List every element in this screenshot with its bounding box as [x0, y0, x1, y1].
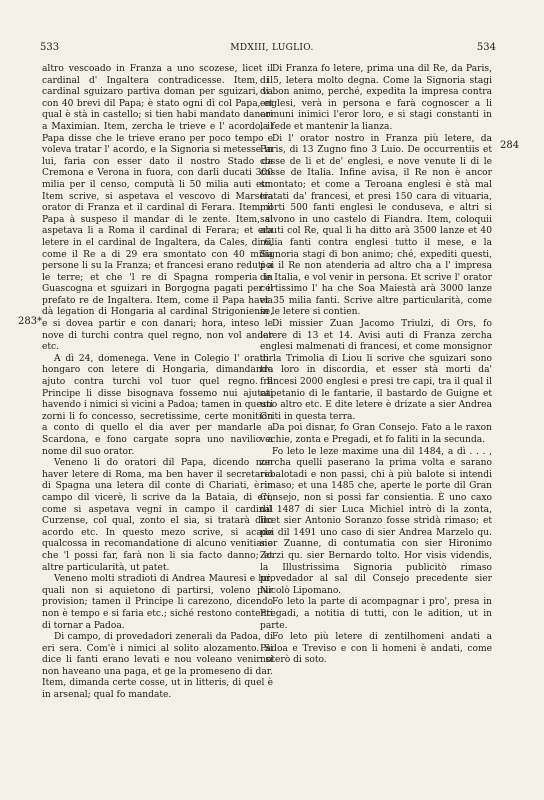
paragraph: Fo leto più letere di zentilhomeni andati a Padoa e Treviso e con li homeni è andati, come noterò di soto. — [260, 632, 492, 666]
running-title: MDXIII, LUGLIO. — [230, 43, 314, 53]
paragraph: Di Franza fo letere, prima una dil Re, da Paris, di 5, letera molto degna. Come la Signoria stagi di bon animo, perché, expedita la impresa contra englesi, verà in persona e farà cognoscer a li comuni inimici l'eror loro, e si stagi constanti in la fede et mantenir la lianza. — [260, 64, 492, 132]
left-column — [42, 64, 273, 702]
page-number-left: 533 — [40, 42, 60, 53]
paragraph: A dì 24, domenega. Vene in Colegio l' orator hongaro con letere di Hongaria, dimandando ajuto contra turchi vol tuor quel regno. Il Principe li disse bisognava fossemo nui ajutati havendo i nimici sì vicini a Padoa; tamen in questi zorni li fo concesso, secretissime, certe monition a conto di quello el dia aver per mandarle a Scardona, e fono cargate sopra uno navilio a nome dil suo orator. — [42, 353, 273, 457]
paragraph: Veneno li do oratori dil Papa, dicendo non haver letere di Roma, ma ben haver il secretario di Spagna una letera dil conte di Chariati, è in campo dil vicerè, li scrive da la Bataia, di eri, come si aspetava vegni in campo il cardinal Curzense, col qual, zonto el sia, si tratarà dito acordo etc. In questo mezo scrive, si acade qualcossa in recomandatione di alcuno venitiano che 'l possi far, farà non li sia facto danno; et altre particularità, ut patet. — [42, 458, 273, 573]
paragraph: Fo leto la parte di acompagnar i pro', presa in Pregadi, a notitia di tutti, con le adition, ut in parte. — [260, 597, 492, 631]
paragraph: Di l' orator nostro in Franza più letere, da Paris, di 13 Zugno fino 3 Luio. De occurrentiis et cosse de li et de' englesi, e nove venute li di le cosse de Italia. Infine avisa, il Re non è ancor smontato; et come a Teroana englesi è stà mal tratati da' francesi, et presi 150 cara di vituaria, morti 500 fanti englesi le conduseva, e altri si salvono in uno castelo di Fiandra. Item, coloquii abuti col Re, qual li ha ditto arà 3500 lanze et 40 milia fanti contra englesi tutto il mese, e la Signoria stagi di bon animo; ché, expediti questi, poi il Re non atenderia ad altro cha a l' impresa de Italia, e vol venir in persona. Et scrive l' orator certissimo l' ha che Soa Maiestà arà 3000 lanze et 35 milia fanti. Scrive altre particularità, come in le letere si contien. — [260, 133, 492, 318]
margin-note-left: 283* — [18, 316, 43, 327]
paragraph: altro vescoado in Franza a uno scozese, licet il cardinal d' Ingaltera contradicesse. Item, il cardinal sguizaro partiva doman per sguizari, va con 40 brevi dil Papa; è stato ogni dì col Papa, et qual è stà in castello; si tien habi mandato danari a Maximian. Item, zercha le trieve e l' acordo, il Papa disse che le trieve erano per poco tempo e voleva tratar l' acordo, e la Signoria si metesse in lui, faria con esser dato il nostro Stado da Cremona e Verona in fuora, con darli ducati 300 milia per il censo, computà li 50 milia auti etc. Item scrive, si aspetava el vescovo di Marseia orator di Franza et il cardinal di Ferara. Item, il Papa à suspeso il mandar di le zente. Item, si aspetava li a Roma il cardinal di Ferara; et era letere in el cardinal de Ingaltera, da Cales, di 6, come il Re a di 29 era smontato con 40 milia persone li su la Franza; et francesi erano reduti a le terre; et che 'l re di Spagna romperia in Guascogna et sguizari in Borgogna pagati per il prefato re de Ingaltera. Item, come il Papa havia dà legation di Hongaria al cardinal Strigoniense, e si dovea partir e con danari; hora, inteso le nove di turchi contra quel regno, non vol andar etc. — [42, 64, 273, 353]
margin-note-right: 284 — [500, 140, 520, 151]
running-head — [0, 42, 544, 56]
right-column — [260, 64, 492, 667]
paragraph: Veneno molti stradioti di Andrea Mauresi e lui, quali non si aquietono di partirsi, voleno pur provision; tamen il Principe li carezono, dicendo non è tempo e si faria etc.; siché restono contenti di tornar a Padoa. — [42, 574, 273, 631]
paragraph: Da poi disnar, fo Gran Consejo. Fato a le raxon vechie, zonta e Pregadi, et fo faliti in la secunda. — [260, 423, 492, 445]
page-number-right: 534 — [476, 42, 496, 53]
paragraph: Di missier Zuan Jacomo Triulzi, di Ors, fo letere di 13 et 14. Avisi auti di Franza zercha englesi malmenati di francesi, et come monsignor di la Trimolia di Liou li scrive che sguizari sono tra loro in discordia, et esser stà morti da' francesi 2000 englesi e presi tre capi, tra il qual il capetanio di le fantarie, il bastardo de Guigne et uno altro etc. E dite letere è drizate a sier Andrea Griti in questa terra. — [260, 319, 492, 422]
paragraph: Fo leto le leze maxime una dil 1484, a dì . . . , zercha quelli paserano la prima volta e sarano rebalotadi e non passi, chi à più balote si intendi rimaso; et una 1485 che, aperte le porte dil Gran Consejo, non si possi far consientia. È uno caxo dil 1487 di sier Luca Michiel intrò di la zonta, licet sier Antonio Soranzo fosse stridà rimaso; et poi dil 1491 uno caso di sier Andrea Marzelo qu. sier Zuanne, di contumatia con sier Hironimo Zorzi qu. sier Bernardo tolto. Hor visis videndis, la Illustrissima Signoria publicitò rimaso provedador al sal dil Consejo precedente sier Nicolò Lipomano. — [260, 446, 492, 596]
paragraph: Di campo, di provedadori zenerali da Padoa, di eri sera. Com'è i nimici al solito alozamento. Si dice li fanti erano levati e nou voleano venir si non haveano una paga, et ge la promeseno di dar. Item, dimanda certe cosse, ut in litteris, di quel è in arsenal; qual fo mandate. — [42, 632, 273, 701]
